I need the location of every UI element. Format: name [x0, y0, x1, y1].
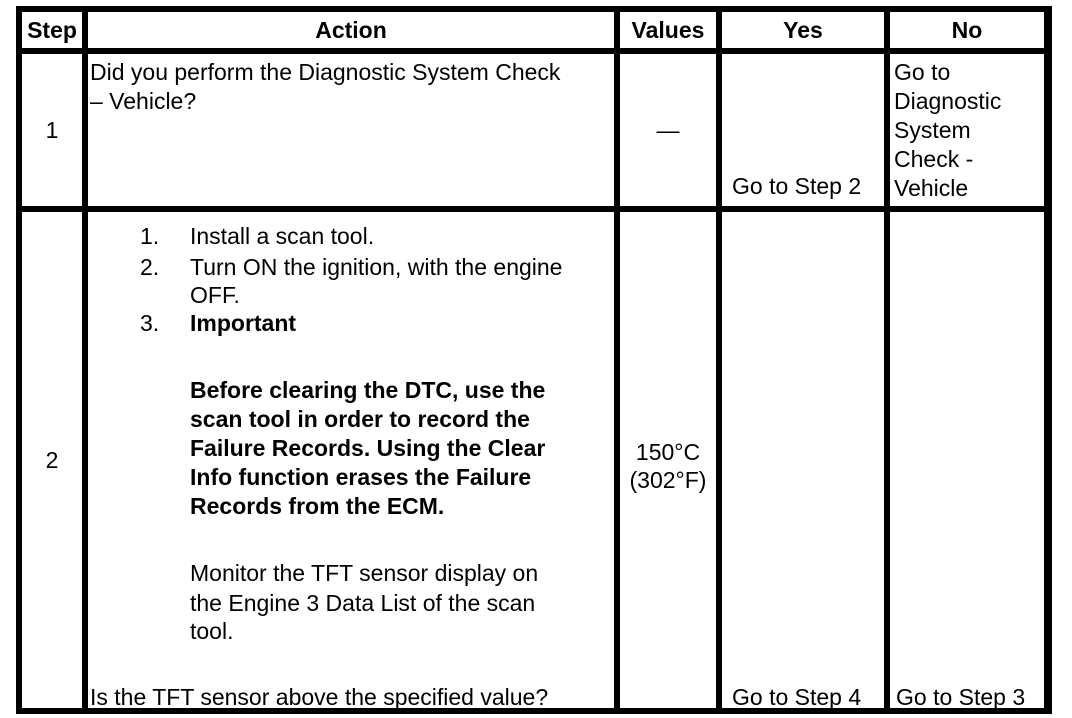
- header-step: Step: [22, 12, 82, 48]
- row1-no-line3: System: [894, 117, 971, 143]
- item2-number: 2.: [140, 254, 160, 280]
- row1-step: 1: [22, 54, 82, 206]
- important-note-line2: scan tool in order to record the: [190, 406, 530, 432]
- row1-no: [890, 54, 1044, 206]
- row1-action-line1: Did you perform the Diagnostic System Check: [90, 59, 561, 85]
- monitor-line1: Monitor the TFT sensor display on: [190, 560, 539, 586]
- important-note-line4: Info function erases the Failure: [190, 464, 532, 490]
- header-values: Values: [620, 12, 716, 48]
- header-action: Action: [88, 12, 614, 48]
- row1-no-line1: Go to: [894, 59, 951, 85]
- item3-number: 3.: [140, 310, 160, 336]
- important-note-line1: Before clearing the DTC, use the: [190, 377, 546, 403]
- row1-action: [88, 54, 614, 206]
- row2-value-celsius: 150°C: [635, 439, 701, 465]
- monitor-line3: tool.: [190, 618, 234, 644]
- item3-important-label: Important: [190, 310, 297, 336]
- header-no: No: [890, 12, 1044, 48]
- item1-number: 1.: [140, 223, 160, 249]
- row1-no-line4: Check -: [894, 146, 974, 172]
- row1-no-line5: Vehicle: [894, 175, 969, 201]
- row2-no: [890, 212, 1044, 708]
- item2-text-line1: Turn ON the ignition, with the engine: [190, 254, 563, 280]
- item1-text: Install a scan tool.: [190, 223, 375, 249]
- header-yes: Yes: [722, 12, 884, 48]
- row1-yes-text: Go to Step 2: [732, 173, 862, 199]
- monitor-line2: the Engine 3 Data List of the scan: [190, 590, 536, 616]
- row1-value: —: [620, 54, 716, 206]
- row2-step: 2: [22, 212, 82, 708]
- row2-action: [88, 212, 614, 708]
- important-note-line5: Records from the ECM.: [190, 493, 445, 519]
- row2-value-fahrenheit: (302°F): [629, 467, 707, 493]
- row1-yes: [722, 54, 884, 206]
- item2-text-line2: OFF.: [190, 282, 240, 308]
- row2-no-text: Go to Step 3: [896, 684, 1026, 710]
- row2-value: [620, 212, 716, 708]
- important-note-line3: Failure Records. Using the Clear: [190, 435, 546, 461]
- row2-yes: [722, 212, 884, 708]
- diagnostic-table: [16, 6, 1052, 714]
- row1-action-line2: – Vehicle?: [90, 88, 197, 114]
- row1-no-line2: Diagnostic: [894, 88, 1002, 114]
- row2-yes-text: Go to Step 4: [732, 684, 862, 710]
- row2-question: Is the TFT sensor above the specified value?: [90, 684, 549, 710]
